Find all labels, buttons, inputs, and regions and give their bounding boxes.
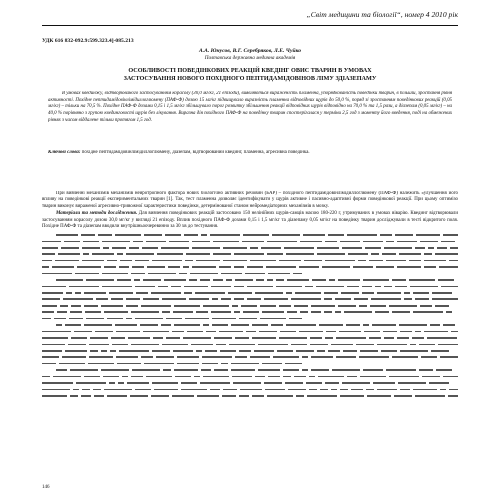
keywords xyxy=(48,150,452,157)
methods-paragraph xyxy=(42,211,458,230)
abstract-text: В умовах квединжу, відтворюваного застосуванням корасолу (30,0 мг/кг, 21 епізоди), виявляються вираженість пламенна, упорядкованість поведінки тварин, в більшій, зростання рівня активності. Похідне пептидамідовінлімідиллоглюмену (ПАФ-Ф) дозою 15 мг/кг підвищувало виразність пламенна відповідних щурів до 50,0 %, поряд зі зростанням поведінкових реакцій (0,05 мг/кг) – тільки на 70,5 %. Похідне ПАФ-Ф дозами 0,15 і 1,5 мг/кг збільшувало порог розвитку збільшення реакції відповідних щурів відповідно на 70,0 % та 1,5 рази, а діазепам (0,05 мг/кг) – на 40,0 % порівняно з групою квединговості щурів без лікування. Виразна дія похідного ПАФ-Ф на поведінку тварин спостерігалася у терміни 2,5 год з моменту його введення, поді на обмежених рівнях з часом віддалене тільки протягом 1,5 год. xyxy=(48,91,452,123)
text-line xyxy=(42,393,458,399)
methods-text: Для вивчення поведінкових реакцій застосовано 150 нелінійних щурів-самців масою 180-220 г, утримуваних в умовах віварію. Квединг відтворювали застосуванням корасолу дозою 30,0 мг/кг у вигляді 21 епізоду. Вплив похідного ПАФ-Ф дозами 0,15 і 1,5 мг/кг та діазепаму 0,05 мг/кг на поведінку тварин досліджували в тесті відкритого поля. Похідне ПАФ-Ф та діазепам вводили внутрішньоочеревинно за 30 хв до тестування. xyxy=(42,211,458,230)
keywords-text: похідне пептидамідовінлімідиллоглюмену, діазепам, відтворюваний квединг, пламенна, агресивна поведінка. xyxy=(81,150,310,155)
abstract xyxy=(48,91,452,125)
intro-paragraph: При вивченні механізмів механізмів нейротропного фактора нових біологічно активних речовин (БАР) – похідного пептидамідовінлімідиллоглюмену (ПАФ-Ф) належить «улучшення його впливу на поведінкові реакції експериментальних тварин [1]. Так, тест пламенна дозволяє ідентифікувати у щурів активне і пасивно-адаптивні форми поведінкової реакції. При цьому оптимізо тварин виконує вираженої агресивно-тривожної характеристики поведінки, детермінованої станом нейромедіаторних механізмів в мозку. xyxy=(42,191,458,209)
methods-label: Матеріали та методи дослідження. xyxy=(56,211,138,217)
page-number: 146 xyxy=(42,485,50,490)
keywords-label: Ключові слова: xyxy=(48,150,81,155)
article-body xyxy=(42,191,458,483)
title-line-1: ОСОБЛИВОСТІ ПОВЕДІНКОВИХ РЕАКЦІЙ КВЕДІНГ ОВИС ТВАРИН В УМОВАХ xyxy=(128,67,372,74)
authors: А.А. Юнусов, В.Г. Серебряков, Л.Е. Чуйко xyxy=(198,48,301,54)
body-continuation xyxy=(42,232,458,399)
udc-code: УДК 616 832-092.9:599.323.4]-085.213 xyxy=(42,38,134,44)
title-line-2: ЗАСТОСУВАННЯ НОВОГО ПОХІДНОГО ПЕПТИДАМІДОВІНОВ ЛІМУ ЗДІАЗЕПАМУ xyxy=(123,75,377,82)
journal-header: „Світ медицини та біології“, номер 4 2010 рік xyxy=(306,10,458,19)
article-title xyxy=(42,67,458,83)
header-divider xyxy=(42,25,458,26)
affiliation: Полтавська державна медична академія xyxy=(204,55,296,61)
